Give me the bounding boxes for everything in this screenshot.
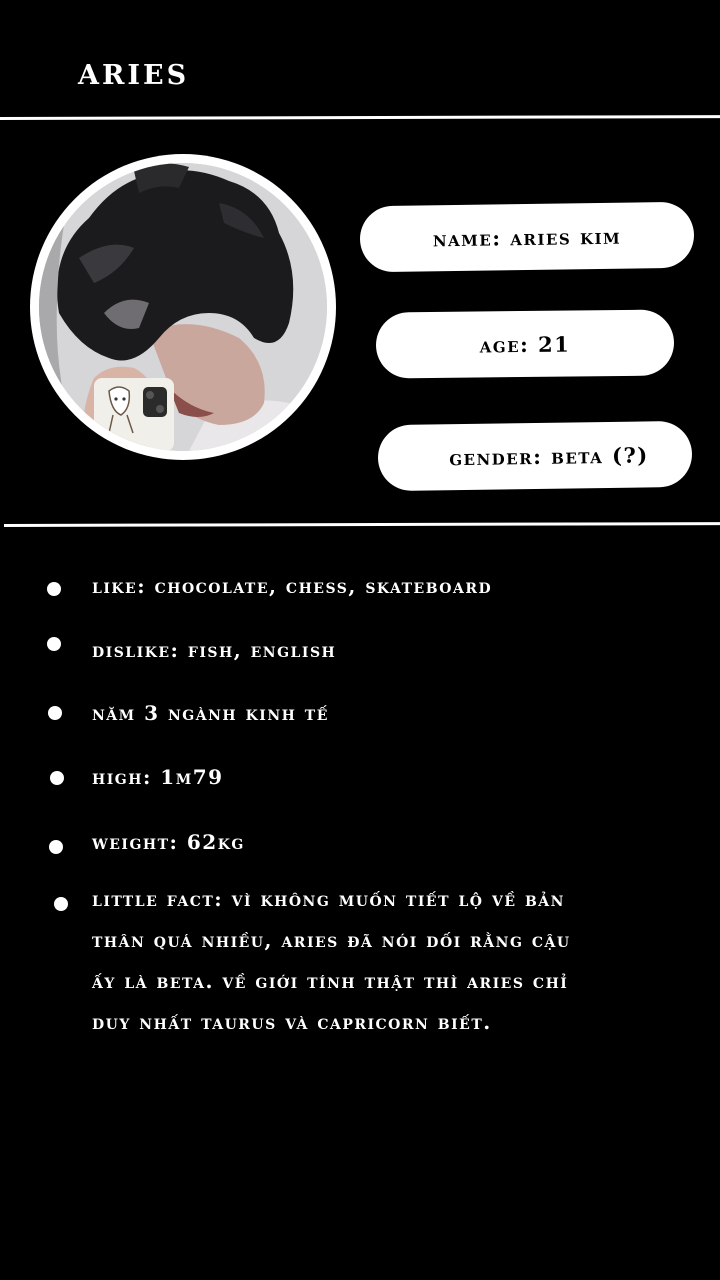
list-item-study: năm 3 ngành kinh tế xyxy=(92,701,329,725)
page-title: aries xyxy=(78,48,190,93)
list-item-height: high: 1m79 xyxy=(92,765,224,789)
list-item-like: like: chocolate, chess, skateboard xyxy=(92,574,493,598)
bullet-icon xyxy=(48,706,62,720)
name-badge: name: aries kim xyxy=(360,202,695,273)
bullet-icon xyxy=(47,637,61,651)
age-badge: age: 21 xyxy=(376,309,675,378)
gender-badge: gender: beta (?) xyxy=(378,421,693,491)
list-item-weight: weight: 62kg xyxy=(92,830,245,854)
list-item-little-fact: little fact: vì không muốn tiết lộ về bản thân quá nhiều, aries đã nói dối rằng cậu ấy là beta. về giới tính thật thì aries chỉ duy nhất taurus và capricorn biết. xyxy=(92,887,571,1034)
bullet-icon xyxy=(49,840,63,854)
bullet-icon xyxy=(50,771,64,785)
bullet-icon xyxy=(54,897,68,911)
list-item-dislike: dislike: fish, english xyxy=(92,638,337,662)
bullet-icon xyxy=(47,582,61,596)
